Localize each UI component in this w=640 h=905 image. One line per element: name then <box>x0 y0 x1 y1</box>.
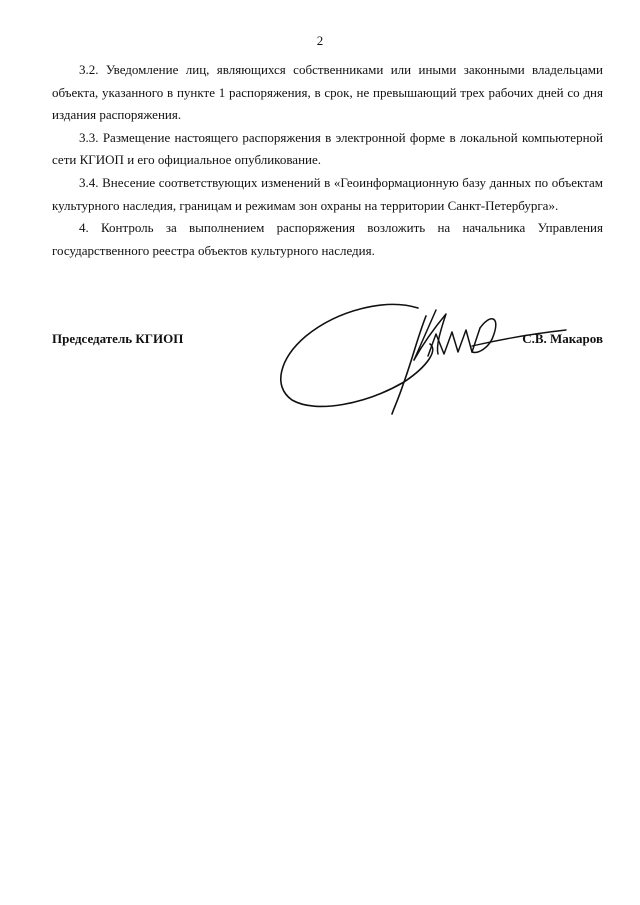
paragraph-3-2: 3.2. Уведомление лиц, являющихся собственниками или иными законными владельцами объекта, указанного в пункте 1 распоряжения, в срок, не превышающий трех рабочих дней со дня издания распоряжения. <box>52 62 603 123</box>
paragraph-3-3: 3.3. Размещение настоящего распоряжения в электронной форме в локальной компьютерной сети КГИОП и его официальное опубликование. <box>52 129 603 168</box>
paragraph-4: 4. Контроль за выполнением распоряжения возложить на начальника Управления государственного реестра объектов культурного наследия. <box>52 220 603 258</box>
paragraph-3-4: 3.4. Внесение соответствующих изменений в «Геоинформационную базу данных по объектам культурного наследия, границам и режимам зон охраны на территории Санкт-Петербурга». <box>52 174 603 213</box>
handwritten-signature <box>268 296 568 416</box>
signatory-name: С.В. Макаров <box>522 331 603 346</box>
signature-block <box>52 296 603 426</box>
document-body <box>52 59 603 262</box>
page-number: 2 <box>316 33 324 48</box>
signatory-title: Председатель КГИОП <box>52 331 184 346</box>
